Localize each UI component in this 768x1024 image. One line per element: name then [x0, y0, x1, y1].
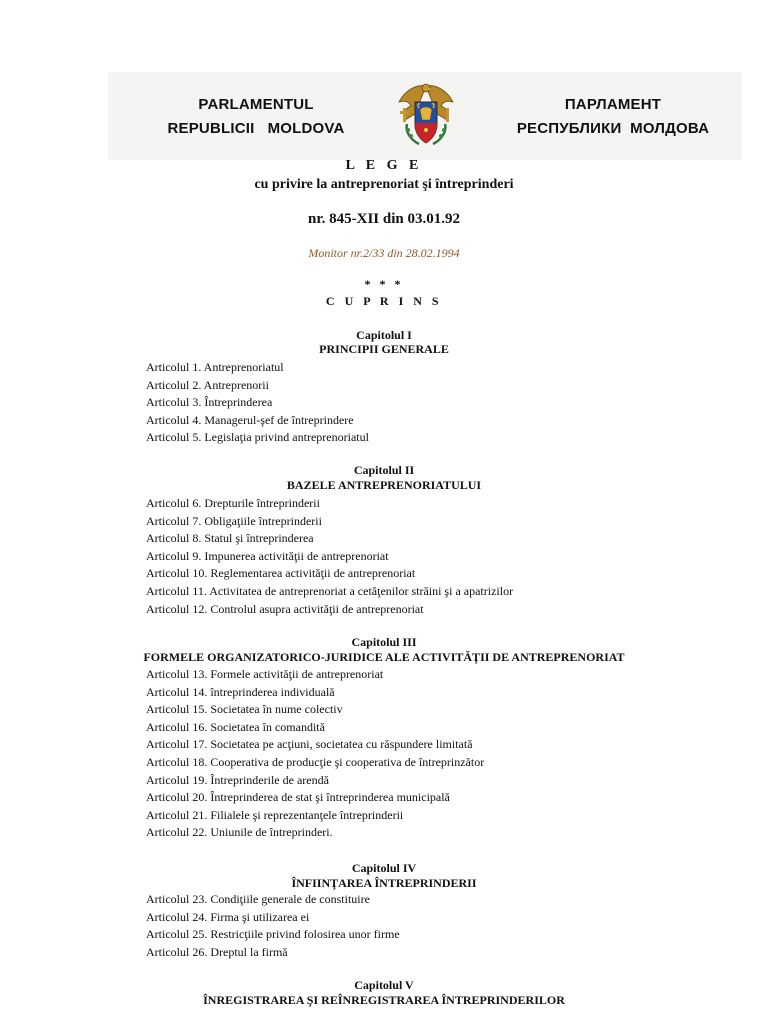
article-item: Articolul 12. Controlul asupra activităţii de antreprenoriat: [146, 601, 424, 616]
article-item: Articolul 7. Obligaţiile întreprinderii: [146, 513, 322, 528]
separator-stars: * * *: [364, 277, 404, 291]
article-item: Articolul 22. Uniunile de întreprinderi.: [146, 825, 333, 840]
article-item: Articolul 1. Antreprenoriatul: [146, 360, 284, 374]
chapter-title: FORMELE ORGANIZATORICO-JURIDICE ALE ACTIVITĂŢII DE ANTREPRENORIAT: [143, 650, 625, 664]
document-type: L E G E: [345, 158, 423, 173]
article-item: Articolul 18. Cooperativa de producţie şi cooperativa de întreprinzător: [146, 754, 485, 769]
article-item: Articolul 10. Reglementarea activităţii de antreprenoriat: [146, 566, 416, 581]
header-right-title: [498, 93, 728, 141]
article-item: Articolul 2. Antreprenorii: [146, 377, 269, 392]
article-item: Articolul 8. Statul şi întreprinderea: [146, 531, 314, 546]
chapter-label: Capitolul I: [356, 328, 412, 342]
monitor-reference: Monitor nr.2/33 din 28.02.1994: [308, 246, 460, 260]
chapter-title: ÎNREGISTRAREA ŞI REÎNREGISTRAREA ÎNTREPRINDERILOR: [203, 993, 565, 1007]
article-item: Articolul 5. Legislaţia privind antreprenoriatul: [146, 430, 369, 445]
chapter-title: ÎNFIINŢAREA ÎNTREPRINDERII: [291, 876, 477, 890]
article-item: Articolul 17. Societatea pe acţiuni, societatea cu răspundere limitată: [146, 737, 473, 752]
article-item: Articolul 20. Întreprinderea de stat şi întreprinderea municipală: [146, 790, 450, 805]
chapter-label: Capitolul IV: [351, 861, 417, 875]
article-item: Articolul 6. Drepturile întreprinderii: [146, 496, 320, 510]
chapter-3-articles: [146, 666, 484, 842]
document-number: nr. 845-XII din 03.01.92: [308, 211, 460, 227]
article-item: Articolul 26. Dreptul la firmă: [146, 944, 288, 959]
moldova-coat-of-arms-icon: [395, 80, 457, 152]
article-item: Articolul 23. Condiţiile generale de constituire: [146, 892, 370, 906]
chapter-1-articles: [146, 359, 369, 447]
header-left-line1: PARLAMENTUL: [198, 96, 314, 113]
header-right-line2: РЕСПУБЛИКИ МОЛДОВА: [516, 120, 710, 137]
article-item: Articolul 4. Managerul-şef de întreprindere: [146, 412, 354, 427]
chapter-label: Capitolul II: [353, 463, 415, 477]
article-item: Articolul 24. Firma şi utilizarea ei: [146, 909, 310, 924]
chapter-title: PRINCIPII GENERALE: [319, 342, 449, 356]
header-left-line2: REPUBLICII MOLDOVA: [167, 120, 345, 137]
article-item: Articolul 15. Societatea în nume colectiv: [146, 702, 343, 717]
article-item: Articolul 25. Restricţiile privind folosirea unor firme: [146, 927, 400, 942]
chapter-title: BAZELE ANTREPRENORIATULUI: [286, 478, 482, 492]
article-item: Articolul 21. Filialele şi reprezentanţele întreprinderii: [146, 807, 404, 822]
document-subtitle: cu privire la antreprenoriat şi întreprinderi: [254, 177, 514, 192]
article-item: Articolul 14. întreprinderea individuală: [146, 684, 335, 699]
article-item: Articolul 3. Întreprinderea: [146, 395, 273, 410]
article-item: Articolul 9. Impunerea activităţii de antreprenoriat: [146, 548, 389, 563]
header-left-title: [136, 93, 376, 141]
chapter-2-articles: [146, 495, 513, 618]
chapter-label: Capitolul III: [351, 635, 417, 649]
chapter-label: Capitolul V: [354, 978, 414, 992]
parliament-header: [108, 72, 742, 160]
header-right-line1: ПАРЛАМЕНТ: [564, 96, 662, 113]
article-item: Articolul 19. Întreprinderile de arendă: [146, 772, 329, 787]
chapter-4-articles: [146, 891, 400, 961]
article-item: Articolul 13. Formele activităţii de antreprenoriat: [146, 667, 384, 681]
article-item: Articolul 16. Societatea în comandită: [146, 719, 325, 734]
toc-title: C U P R I N S: [325, 294, 443, 308]
article-item: Articolul 11. Activitatea de antreprenoriat a cetăţenilor străini şi a apatrizilor: [146, 583, 514, 598]
